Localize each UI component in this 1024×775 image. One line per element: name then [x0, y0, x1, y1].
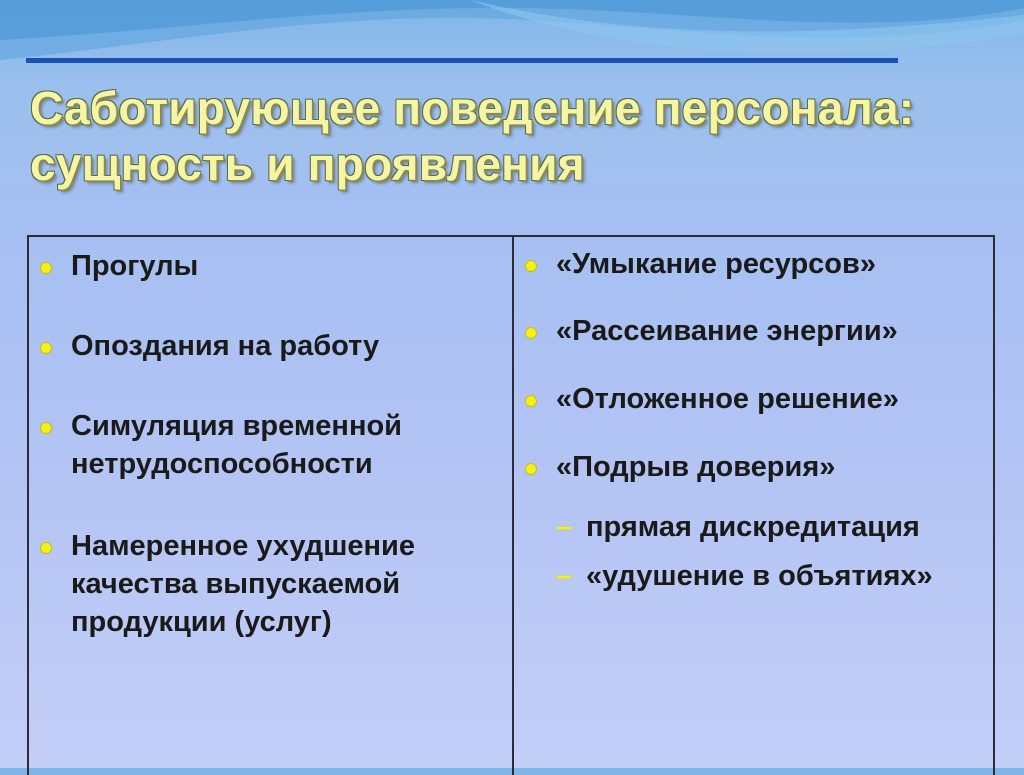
list-item	[526, 380, 983, 418]
list-item-text: «Отложенное решение»	[556, 383, 899, 415]
slide-title	[30, 80, 990, 192]
sub-list-item-text: прямая дискредитация	[586, 511, 920, 543]
sub-list-item	[556, 508, 983, 546]
sub-list-item-text: «удушение в объятиях»	[586, 560, 933, 592]
content-table	[27, 235, 995, 775]
right-column	[514, 237, 993, 775]
list-item-text: Прогулы	[71, 250, 199, 282]
list-item	[41, 407, 502, 483]
title-rule	[26, 58, 898, 63]
bullet-icon	[41, 543, 51, 553]
bullet-icon	[41, 343, 51, 353]
list-item	[526, 312, 983, 350]
list-item-text: Симуляция временной нетрудоспособности	[71, 410, 403, 480]
list-item	[41, 247, 502, 285]
list-item-text: «Подрыв доверия»	[556, 451, 836, 483]
bullet-icon	[526, 464, 536, 474]
bullet-icon	[526, 396, 536, 406]
list-item	[41, 527, 502, 641]
slide-title-line-1: Саботирующее поведение персонала:	[30, 82, 915, 134]
bullet-icon	[526, 328, 536, 338]
list-item	[526, 245, 983, 283]
bullet-icon	[526, 261, 536, 271]
list-item-text: Намеренное ухудшение качества выпускаемой продукции (услуг)	[71, 530, 415, 638]
bullet-icon	[41, 423, 51, 433]
list-item-text: «Рассеивание энергии»	[556, 315, 898, 347]
sub-list-item	[556, 557, 983, 595]
dash-marker: –	[556, 560, 573, 592]
list-item-text: «Умыкание ресурсов»	[556, 248, 876, 280]
list-item	[41, 327, 502, 365]
left-column	[29, 237, 514, 775]
list-item-text: Опоздания на работу	[71, 330, 380, 362]
list-item	[526, 448, 983, 486]
slide-title-line-2: сущность и проявления	[30, 138, 585, 190]
dash-marker: –	[556, 511, 573, 543]
bullet-icon	[41, 263, 51, 273]
